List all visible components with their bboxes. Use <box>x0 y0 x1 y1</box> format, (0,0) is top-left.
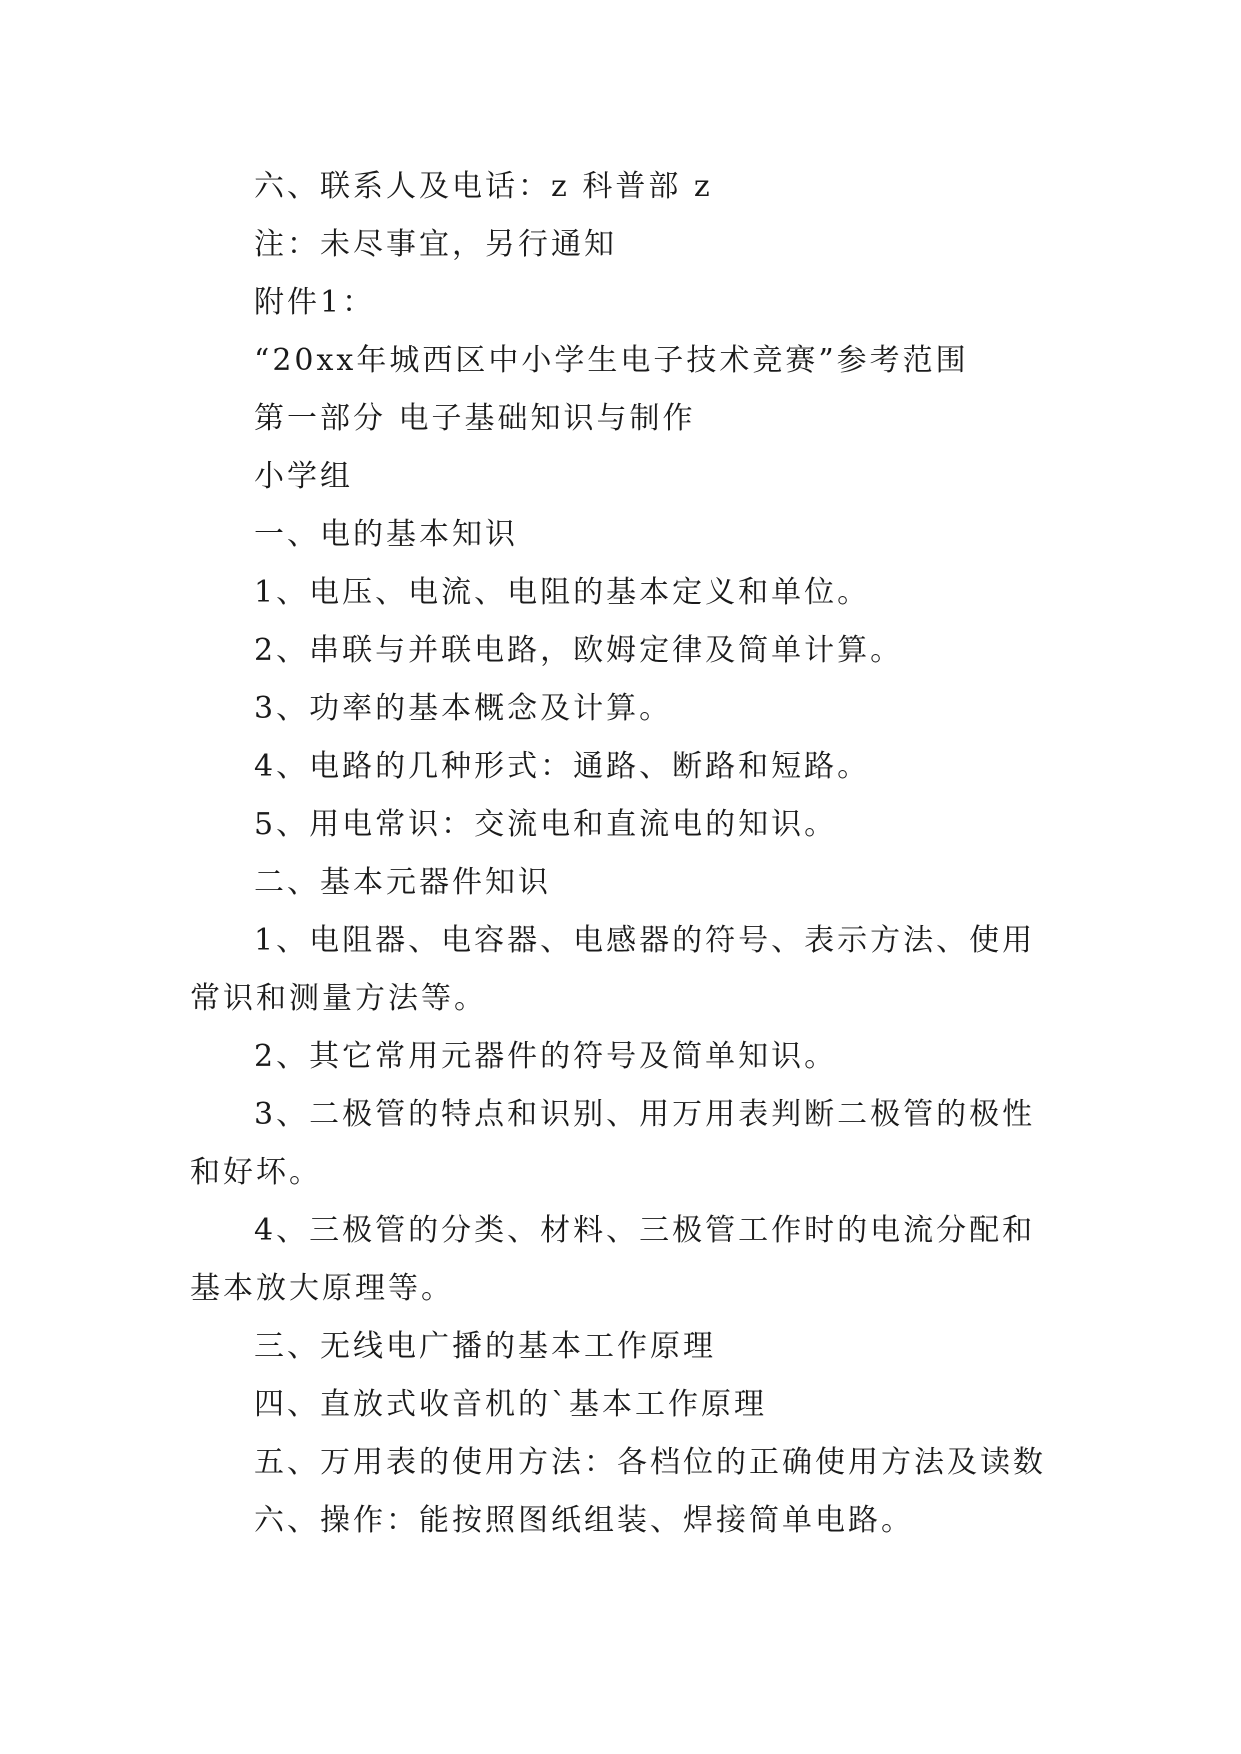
group-heading-primary: 小学组 <box>254 459 353 494</box>
item-heading-operation: 六、操作：能按照图纸组装、焊接简单电路。 <box>254 1503 914 1538</box>
item-heading-radio-broadcast: 三、无线电广播的基本工作原理 <box>254 1329 716 1364</box>
paragraph-attachment-title: “20xx年城西区中小学生电子技术竞赛”参考范围 <box>254 343 969 378</box>
section-heading-part-one: 第一部分 电子基础知识与制作 <box>254 401 696 436</box>
list-item: 5、用电常识：交流电和直流电的知识。 <box>254 807 838 842</box>
item-heading-multimeter: 五、万用表的使用方法：各档位的正确使用方法及读数 <box>254 1445 1046 1480</box>
item-heading-electricity-basics: 一、电的基本知识 <box>254 517 518 552</box>
list-item: 3、功率的基本概念及计算。 <box>254 691 673 726</box>
list-item: 4、电路的几种形式：通路、断路和短路。 <box>254 749 871 784</box>
paragraph-contact: 六、联系人及电话：z 科普部 z <box>254 169 713 204</box>
item-heading-components: 二、基本元器件知识 <box>254 865 551 900</box>
paragraph-attachment-label: 附件1： <box>254 285 376 320</box>
paragraph-note: 注：未尽事宜，另行通知 <box>254 227 617 262</box>
item-heading-radio-receiver: 四、直放式收音机的`基本工作原理 <box>254 1387 767 1422</box>
list-item: 2、串联与并联电路，欧姆定律及简单计算。 <box>254 633 904 668</box>
list-item: 3、二极管的特点和识别、用万用表判断二极管的极性和好坏。 <box>190 1097 1036 1190</box>
list-item: 2、其它常用元器件的符号及简单知识。 <box>254 1039 838 1074</box>
list-item: 4、三极管的分类、材料、三极管工作时的电流分配和基本放大原理等。 <box>190 1213 1036 1306</box>
list-item: 1、电压、电流、电阻的基本定义和单位。 <box>254 575 871 610</box>
list-item: 1、电阻器、电容器、电感器的符号、表示方法、使用常识和测量方法等。 <box>190 923 1036 1016</box>
